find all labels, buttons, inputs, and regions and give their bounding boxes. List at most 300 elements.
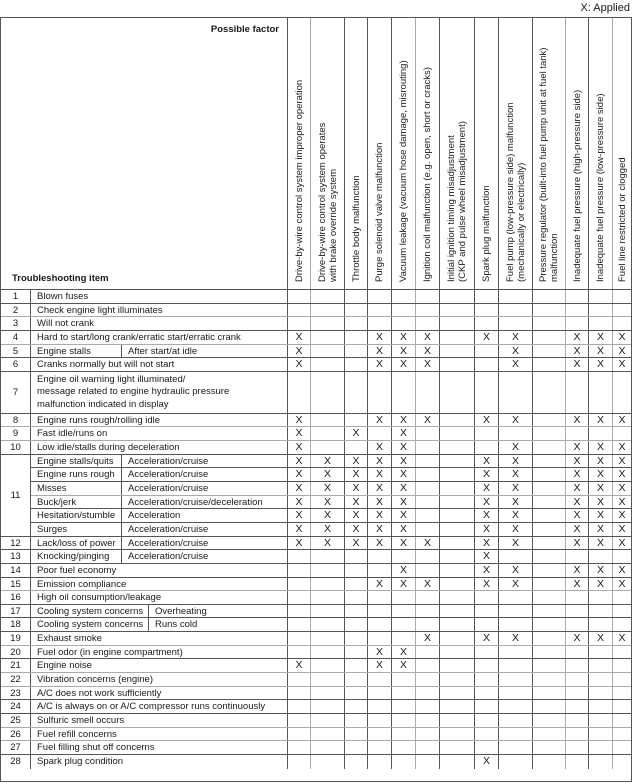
factor-label: Purge solenoid valve malfunction: [374, 142, 385, 282]
applied-mark: X: [474, 509, 498, 522]
table-row: [1, 358, 631, 372]
table-row: [1, 673, 631, 687]
empty-cell: [612, 646, 631, 659]
applied-mark: X: [391, 441, 415, 454]
applied-mark: X: [498, 523, 532, 536]
empty-cell: [344, 659, 367, 672]
factor-label: Inadequate fuel pressure (low-pressure side): [595, 93, 606, 282]
empty-cell: [287, 317, 310, 330]
empty-cell: [565, 317, 588, 330]
applied-mark: X: [367, 646, 391, 659]
applied-mark: X: [474, 455, 498, 468]
empty-cell: [367, 700, 391, 713]
empty-cell: [588, 741, 612, 754]
empty-cell: [474, 659, 498, 672]
applied-mark: X: [565, 537, 588, 550]
applied-mark: X: [344, 496, 367, 509]
table-row: [1, 632, 631, 646]
empty-cell: [310, 659, 344, 672]
applied-mark: X: [588, 509, 612, 522]
applied-mark: X: [612, 345, 631, 358]
empty-cell: [344, 331, 367, 344]
empty-cell: [415, 605, 439, 618]
applied-mark: X: [344, 482, 367, 495]
empty-cell: [287, 632, 310, 645]
applied-mark: X: [612, 414, 631, 427]
applied-mark: X: [391, 578, 415, 591]
applied-mark: X: [474, 468, 498, 481]
applied-mark: X: [344, 427, 367, 440]
applied-mark: X: [565, 509, 588, 522]
empty-cell: [367, 741, 391, 754]
row-number: 8: [1, 414, 31, 427]
empty-cell: [310, 578, 344, 591]
empty-cell: [415, 509, 439, 522]
empty-cell: [415, 659, 439, 672]
empty-cell: [287, 618, 310, 631]
table-row: [1, 578, 631, 592]
empty-cell: [344, 605, 367, 618]
applied-mark: X: [474, 632, 498, 645]
empty-cell: [287, 550, 310, 563]
empty-cell: [344, 578, 367, 591]
legend-applied: X: Applied: [580, 2, 630, 14]
applied-mark: X: [287, 455, 310, 468]
applied-mark: X: [498, 468, 532, 481]
factor-label: Drive-by-wire control system improper operation: [293, 79, 305, 282]
table-row: [1, 496, 631, 510]
empty-cell: [310, 427, 344, 440]
empty-cell: [415, 482, 439, 495]
applied-mark: X: [367, 468, 391, 481]
empty-cell: [532, 523, 565, 536]
empty-cell: [415, 687, 439, 700]
row-item: A/C does not work sufficiently: [37, 687, 162, 699]
row-number: 18: [1, 618, 31, 631]
empty-cell: [287, 646, 310, 659]
troubleshooting-table: [0, 17, 632, 782]
empty-cell: [287, 687, 310, 700]
empty-cell: [565, 673, 588, 686]
empty-cell: [588, 659, 612, 672]
row-item: Hard to start/long crank/erratic start/erratic crank: [37, 331, 241, 343]
empty-cell: [532, 618, 565, 631]
empty-cell: [367, 317, 391, 330]
empty-cell: [310, 728, 344, 741]
row-item: [37, 374, 287, 412]
table-row: [1, 468, 631, 482]
empty-cell: [474, 714, 498, 727]
empty-cell: [415, 755, 439, 769]
table-row: [1, 372, 631, 414]
empty-cell: [415, 673, 439, 686]
applied-mark: X: [391, 509, 415, 522]
applied-mark: X: [415, 414, 439, 427]
applied-mark: X: [391, 345, 415, 358]
empty-cell: [612, 659, 631, 672]
applied-mark: X: [612, 331, 631, 344]
empty-cell: [532, 317, 565, 330]
empty-cell: [310, 441, 344, 454]
empty-cell: [588, 755, 612, 769]
applied-mark: X: [367, 358, 391, 371]
empty-cell: [474, 687, 498, 700]
empty-cell: [565, 741, 588, 754]
factor-label: (CKP and pulse wheel misadjustment): [457, 121, 468, 282]
row-item: Fuel filling shut off concerns: [37, 742, 155, 754]
row-number: 28: [1, 755, 31, 769]
row-item: Cooling system concerns: [37, 605, 144, 617]
applied-mark: X: [287, 414, 310, 427]
empty-cell: [287, 755, 310, 769]
applied-mark: X: [498, 482, 532, 495]
applied-mark: X: [367, 659, 391, 672]
empty-cell: [439, 537, 474, 550]
empty-cell: [565, 304, 588, 317]
table-row: [1, 331, 631, 345]
applied-mark: X: [498, 358, 532, 371]
empty-cell: [565, 290, 588, 303]
applied-mark: X: [310, 482, 344, 495]
applied-mark: X: [498, 578, 532, 591]
table-row: [1, 304, 631, 318]
factor-column-header: [391, 18, 415, 289]
applied-mark: X: [415, 632, 439, 645]
empty-cell: [439, 372, 474, 413]
table-row: [1, 646, 631, 660]
applied-mark: X: [474, 523, 498, 536]
table-header: [1, 18, 631, 290]
applied-mark: X: [565, 345, 588, 358]
table-row: [1, 537, 631, 551]
row-item: Emission compliance: [37, 578, 127, 590]
empty-cell: [344, 317, 367, 330]
applied-mark: X: [565, 523, 588, 536]
empty-cell: [287, 700, 310, 713]
row-condition: Acceleration: [121, 509, 287, 522]
empty-cell: [588, 290, 612, 303]
row-number: 4: [1, 331, 31, 344]
applied-mark: X: [612, 455, 631, 468]
empty-cell: [344, 564, 367, 577]
empty-cell: [367, 591, 391, 604]
factor-label: Fuel pump (low-pressure side) malfunction: [504, 102, 516, 282]
empty-cell: [439, 496, 474, 509]
applied-mark: X: [415, 345, 439, 358]
row-item: Low idle/stalls during deceleration: [37, 442, 180, 454]
table-row: [1, 700, 631, 714]
empty-cell: [287, 673, 310, 686]
applied-mark: X: [588, 331, 612, 344]
factor-label: malfunction: [549, 233, 560, 282]
row-number: 22: [1, 673, 31, 686]
applied-mark: X: [310, 468, 344, 481]
empty-cell: [498, 741, 532, 754]
factor-label: Ignition coil malfunction (e.g. open, short or cracks): [422, 67, 433, 282]
applied-mark: X: [310, 537, 344, 550]
applied-mark: X: [588, 523, 612, 536]
applied-mark: X: [367, 414, 391, 427]
empty-cell: [391, 591, 415, 604]
empty-cell: [474, 441, 498, 454]
empty-cell: [474, 372, 498, 413]
applied-mark: X: [344, 523, 367, 536]
factor-column-header: [532, 18, 565, 289]
applied-mark: X: [474, 414, 498, 427]
empty-cell: [415, 564, 439, 577]
empty-cell: [287, 578, 310, 591]
empty-cell: [612, 304, 631, 317]
empty-cell: [532, 427, 565, 440]
table-row: [1, 605, 631, 619]
applied-mark: X: [391, 523, 415, 536]
applied-mark: X: [565, 632, 588, 645]
empty-cell: [391, 304, 415, 317]
empty-cell: [310, 550, 344, 563]
applied-mark: X: [344, 537, 367, 550]
factor-label: Vacuum leakage (vacuum hose damage, misrouting): [398, 60, 409, 282]
row-item: High oil consumption/leakage: [37, 592, 162, 604]
factor-column-header: [612, 18, 631, 289]
applied-mark: X: [612, 496, 631, 509]
empty-cell: [532, 331, 565, 344]
empty-cell: [565, 700, 588, 713]
empty-cell: [498, 618, 532, 631]
row-group-11: [1, 455, 631, 537]
row-item: Cranks normally but will not start: [37, 359, 175, 371]
applied-mark: X: [612, 523, 631, 536]
empty-cell: [474, 673, 498, 686]
empty-cell: [439, 646, 474, 659]
factor-label: Pressure regulator (built-into fuel pump unit at fuel tank): [538, 47, 549, 282]
factor-column-header: [439, 18, 474, 289]
applied-mark: X: [287, 509, 310, 522]
applied-mark: X: [588, 632, 612, 645]
factor-label: Spark plug malfunction: [481, 185, 492, 282]
row-item: Engine stalls/quits: [37, 455, 114, 467]
empty-cell: [588, 687, 612, 700]
empty-cell: [344, 714, 367, 727]
applied-mark: X: [612, 578, 631, 591]
row-number: 2: [1, 304, 31, 317]
table-row: [1, 345, 631, 359]
applied-mark: X: [287, 523, 310, 536]
applied-mark: X: [565, 331, 588, 344]
factor-column-header: [498, 18, 532, 289]
applied-mark: X: [474, 331, 498, 344]
empty-cell: [474, 646, 498, 659]
possible-factor-heading: Possible factor: [210, 24, 279, 35]
empty-cell: [415, 372, 439, 413]
empty-cell: [588, 317, 612, 330]
empty-cell: [439, 605, 474, 618]
applied-mark: X: [612, 468, 631, 481]
empty-cell: [588, 591, 612, 604]
row-item: Misses: [37, 483, 67, 495]
empty-cell: [532, 741, 565, 754]
row-item: Knocking/pinging: [37, 551, 110, 563]
row-number: 5: [1, 345, 31, 358]
applied-mark: X: [474, 755, 498, 769]
table-body: [1, 290, 631, 769]
applied-mark: X: [391, 331, 415, 344]
empty-cell: [498, 591, 532, 604]
applied-mark: X: [474, 564, 498, 577]
empty-cell: [532, 482, 565, 495]
row-item: Fast idle/runs on: [37, 428, 108, 440]
table-row: [1, 523, 631, 537]
empty-cell: [612, 372, 631, 413]
empty-cell: [367, 290, 391, 303]
row-item: Engine runs rough/rolling idle: [37, 414, 161, 426]
applied-mark: X: [498, 455, 532, 468]
troubleshooting-item-heading: Troubleshooting item: [12, 273, 109, 284]
empty-cell: [391, 290, 415, 303]
empty-cell: [391, 317, 415, 330]
applied-mark: X: [391, 358, 415, 371]
empty-cell: [439, 455, 474, 468]
empty-cell: [588, 673, 612, 686]
empty-cell: [391, 605, 415, 618]
row-item: Will not crank: [37, 318, 95, 330]
empty-cell: [532, 509, 565, 522]
applied-mark: X: [287, 496, 310, 509]
empty-cell: [565, 755, 588, 769]
empty-cell: [415, 455, 439, 468]
table-row: [1, 714, 631, 728]
table-row: [1, 317, 631, 331]
applied-mark: X: [367, 509, 391, 522]
row-number: 25: [1, 714, 31, 727]
empty-cell: [415, 496, 439, 509]
empty-cell: [498, 372, 532, 413]
applied-mark: X: [391, 482, 415, 495]
empty-cell: [498, 304, 532, 317]
empty-cell: [565, 591, 588, 604]
empty-cell: [367, 304, 391, 317]
empty-cell: [310, 714, 344, 727]
empty-cell: [439, 687, 474, 700]
applied-mark: X: [498, 496, 532, 509]
row-number: 12: [1, 537, 31, 550]
applied-mark: X: [367, 331, 391, 344]
factor-column-header: [287, 18, 310, 289]
empty-cell: [310, 564, 344, 577]
table-row: [1, 427, 631, 441]
empty-cell: [310, 372, 344, 413]
empty-cell: [344, 345, 367, 358]
empty-cell: [439, 741, 474, 754]
empty-cell: [344, 741, 367, 754]
empty-cell: [415, 700, 439, 713]
empty-cell: [391, 550, 415, 563]
empty-cell: [344, 687, 367, 700]
empty-cell: [367, 618, 391, 631]
row-number: 15: [1, 578, 31, 591]
empty-cell: [439, 523, 474, 536]
applied-mark: X: [367, 455, 391, 468]
applied-mark: X: [474, 550, 498, 563]
applied-mark: X: [367, 537, 391, 550]
empty-cell: [310, 741, 344, 754]
table-row: [1, 755, 631, 769]
applied-mark: X: [498, 509, 532, 522]
applied-mark: X: [588, 537, 612, 550]
empty-cell: [474, 358, 498, 371]
empty-cell: [532, 755, 565, 769]
empty-cell: [344, 414, 367, 427]
applied-mark: X: [367, 441, 391, 454]
row-item: Vibration concerns (engine): [37, 674, 154, 686]
row-item-line: Engine oil warning light illuminated/: [37, 373, 186, 385]
row-number: 6: [1, 358, 31, 371]
empty-cell: [439, 331, 474, 344]
factor-label: Initial ignition timing misadjustment: [446, 135, 457, 282]
empty-cell: [439, 468, 474, 481]
empty-cell: [588, 304, 612, 317]
applied-mark: X: [612, 358, 631, 371]
empty-cell: [344, 591, 367, 604]
empty-cell: [474, 427, 498, 440]
empty-cell: [612, 755, 631, 769]
row-item: A/C is always on or A/C compressor runs continuously: [37, 701, 266, 713]
empty-cell: [439, 591, 474, 604]
applied-mark: X: [310, 455, 344, 468]
empty-cell: [565, 659, 588, 672]
empty-cell: [532, 591, 565, 604]
empty-cell: [532, 468, 565, 481]
empty-cell: [367, 372, 391, 413]
empty-cell: [310, 673, 344, 686]
applied-mark: X: [565, 358, 588, 371]
applied-mark: X: [498, 537, 532, 550]
applied-mark: X: [612, 564, 631, 577]
empty-cell: [439, 482, 474, 495]
empty-cell: [612, 550, 631, 563]
factor-column-header: [474, 18, 498, 289]
applied-mark: X: [612, 537, 631, 550]
empty-cell: [532, 290, 565, 303]
applied-mark: X: [498, 441, 532, 454]
applied-mark: X: [310, 509, 344, 522]
empty-cell: [367, 564, 391, 577]
empty-cell: [439, 700, 474, 713]
empty-cell: [439, 632, 474, 645]
empty-cell: [565, 714, 588, 727]
applied-mark: X: [612, 441, 631, 454]
row-condition: Runs cold: [148, 618, 287, 631]
empty-cell: [310, 632, 344, 645]
empty-cell: [532, 700, 565, 713]
applied-mark: X: [498, 632, 532, 645]
table-row: [1, 728, 631, 742]
row-number: 10: [1, 441, 31, 454]
empty-cell: [612, 605, 631, 618]
empty-cell: [612, 427, 631, 440]
empty-cell: [565, 728, 588, 741]
empty-cell: [498, 673, 532, 686]
applied-mark: X: [391, 427, 415, 440]
table-row: [1, 741, 631, 755]
empty-cell: [310, 687, 344, 700]
empty-cell: [498, 728, 532, 741]
applied-mark: X: [391, 496, 415, 509]
empty-cell: [344, 755, 367, 769]
empty-cell: [498, 755, 532, 769]
empty-cell: [532, 414, 565, 427]
applied-mark: X: [588, 441, 612, 454]
empty-cell: [439, 427, 474, 440]
